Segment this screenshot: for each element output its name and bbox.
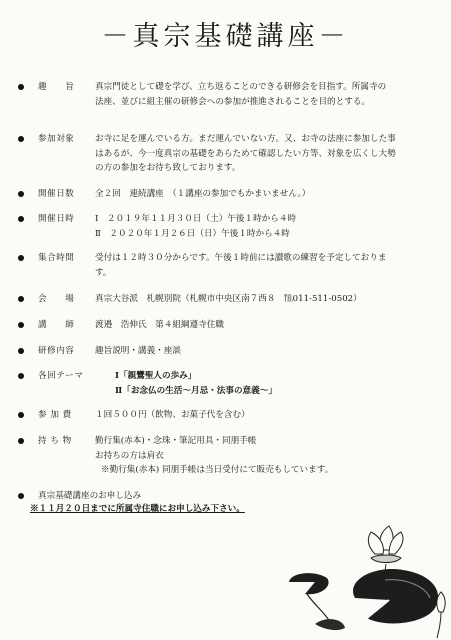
- bullet-icon: [18, 493, 24, 499]
- content-line: 真宗門徒として礎を学び、立ち返ることのできる研修会を目指す。所属寺の: [95, 82, 387, 92]
- bullet-icon: [18, 191, 24, 197]
- content-line: Ⅱ「お念仏の生活～月忌・法事の意義～」: [115, 385, 277, 396]
- lotus-flower-illustration: [368, 526, 403, 572]
- bullet-icon: [18, 412, 24, 418]
- section-content: [95, 251, 440, 280]
- content-line: はあるが、今一度真宗の基礎をあらためて確認したい方等、対象を広くし大勢: [95, 148, 396, 159]
- content-line: 法座、並びに組主催の研修会への参加が推進されることを目的とする。: [95, 96, 371, 107]
- section-content: [115, 369, 451, 398]
- page-title: －真宗基礎講座－: [101, 21, 350, 52]
- content-line: Ⅰ「親鸞聖人の歩み」: [115, 371, 197, 381]
- section-content: [95, 187, 440, 202]
- section-label: 持 ち 物: [38, 436, 72, 446]
- section-content: [95, 132, 440, 176]
- content-line: 全２回 連続講座 （１講座の参加でもかまいません。）: [95, 189, 311, 199]
- section-label: 参 加 費: [38, 410, 72, 420]
- content-line: お持ちの方は肩衣: [95, 450, 164, 461]
- section-label: 講 師: [38, 320, 75, 330]
- lily-pad-illustration: [353, 569, 438, 623]
- section-content: [95, 344, 440, 359]
- bullet-icon: [18, 136, 24, 142]
- content-line: 真宗大谷派 札幌別院（札幌市中央区南７西８ ℡011-511-0502）: [95, 294, 362, 304]
- section-content: [95, 434, 440, 478]
- lotus-bud-illustration: [437, 592, 445, 638]
- content-line: ※勤行集(赤本) 同朋手帳は当日受付にて販売もしています。: [101, 465, 334, 475]
- bullet-icon: [18, 322, 24, 328]
- content-line: の方の参加をお待ち致しております。: [95, 163, 241, 173]
- section-content: [95, 408, 440, 423]
- section-label: 開催日数: [38, 189, 75, 199]
- section-label: 趣 旨: [38, 82, 75, 92]
- bullet-icon: [18, 348, 24, 354]
- application-title: 真宗基礎講座のお申し込み: [38, 491, 142, 501]
- section-label: 開催日時: [38, 214, 75, 224]
- application-deadline-note: ※１１月２０日までに所属寺住職にお申し込み下さい。: [30, 504, 245, 514]
- section-content: [95, 292, 440, 307]
- section-label: 各回テーマ: [38, 371, 84, 381]
- bullet-icon: [18, 438, 24, 444]
- lotus-illustration: [285, 520, 451, 640]
- content-line: 渡邉 浩伸氏 第４組綱遵寺住職: [95, 320, 224, 330]
- bullet-icon: [18, 255, 24, 261]
- bullet-icon: [18, 296, 24, 302]
- bullet-icon: [18, 84, 24, 90]
- bullet-icon: [18, 216, 24, 222]
- section-content: [95, 318, 440, 333]
- section-content: [95, 80, 440, 109]
- content-line: 受付は１２時３０分からです。午後１時前には讃歌の練習を予定しておりま: [95, 253, 387, 263]
- content-line: 趣旨説明・講義・座談: [95, 346, 181, 356]
- section-label: 研修内容: [38, 346, 75, 356]
- content-line: Ⅱ ２０２０年１月２６日（日）午後１時から４時: [95, 228, 290, 239]
- content-line: す。: [95, 267, 112, 278]
- content-line: １回５００円（飲物、お菓子代を含む）: [95, 410, 250, 420]
- content-line: 勤行集(赤本)・念珠・筆記用具・同朋手帳: [95, 436, 257, 446]
- section-content: [95, 212, 440, 241]
- section-label: 会 場: [38, 294, 75, 304]
- content-line: お寺に足を運んでいる方。まだ運んでいない方。又、お寺の法座に参加した事: [95, 134, 396, 144]
- content-line: Ⅰ ２０１９年１１月３０日（土）午後１時から４時: [95, 214, 297, 224]
- bullet-icon: [18, 373, 24, 379]
- section-label: 集合時間: [38, 253, 75, 263]
- section-label: 参加対象: [38, 134, 75, 144]
